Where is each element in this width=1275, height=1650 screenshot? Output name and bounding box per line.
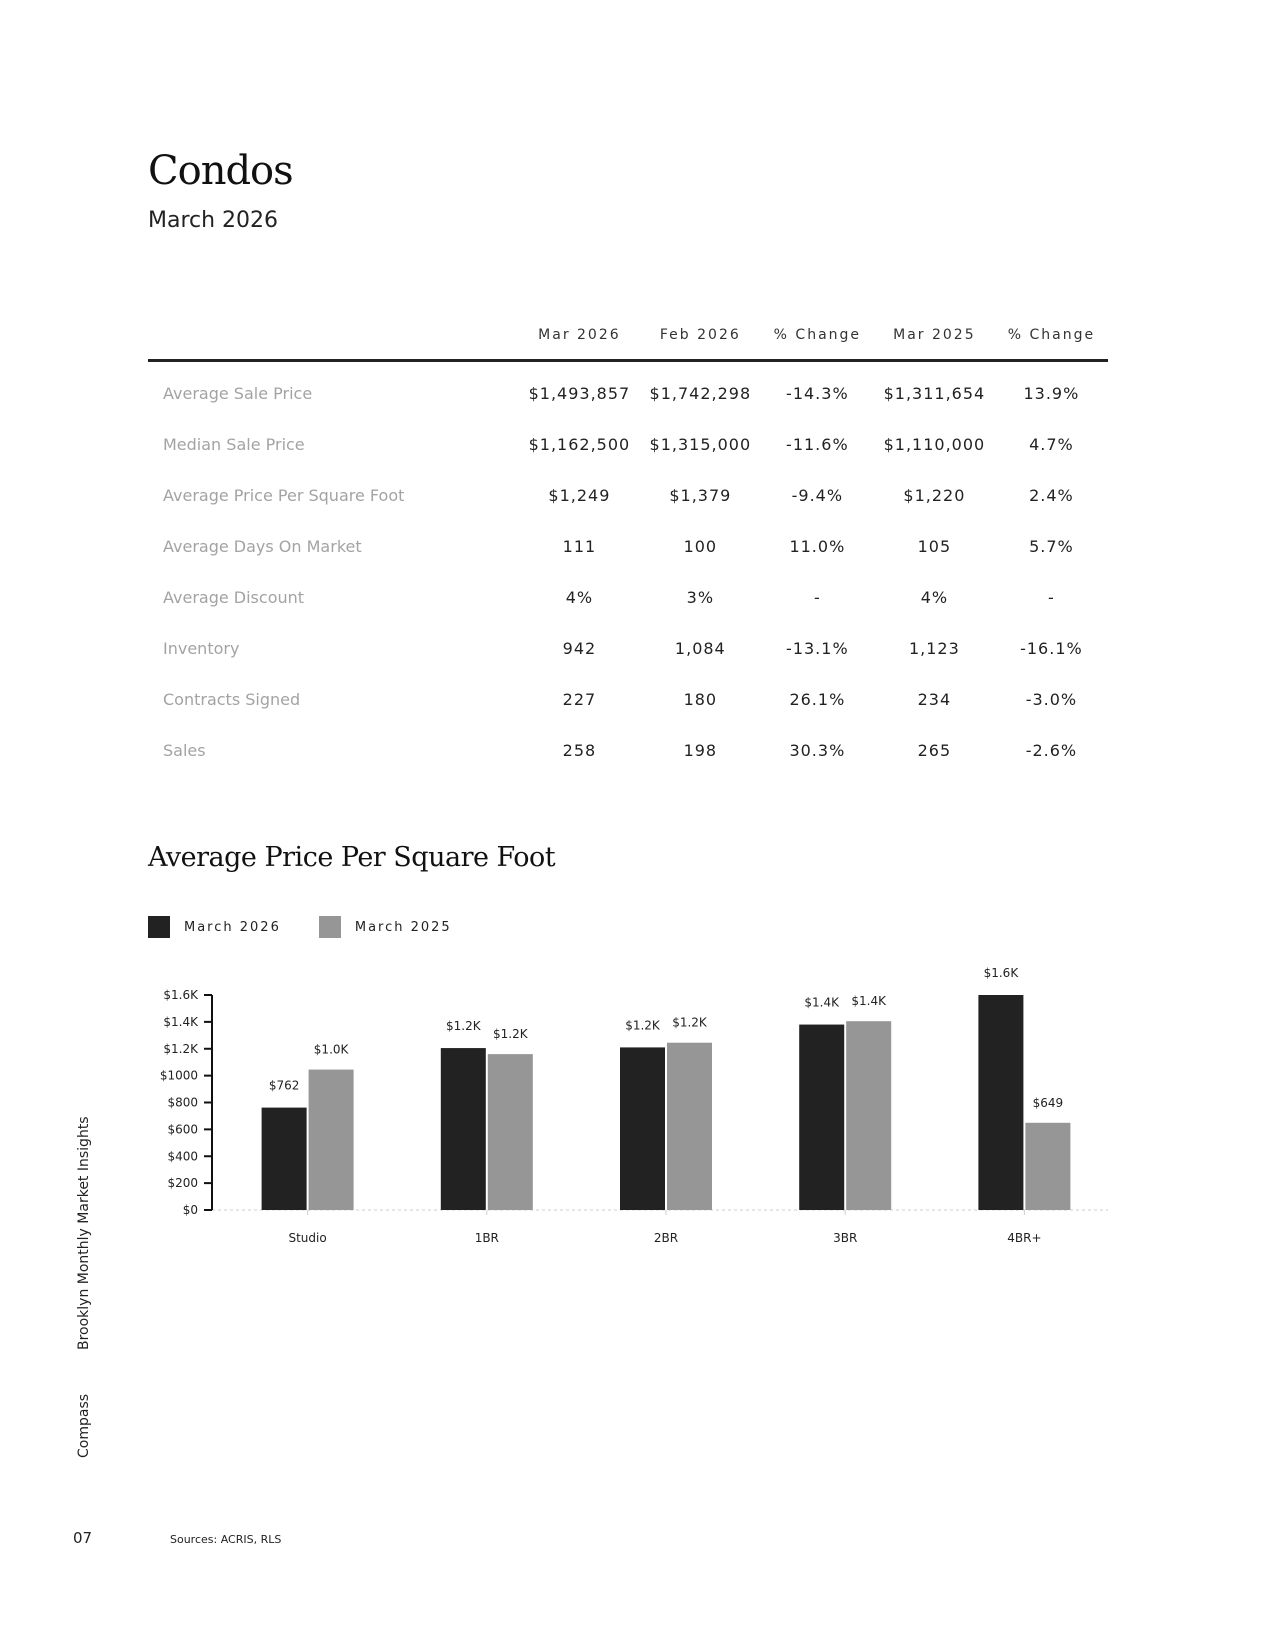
table-cell: $1,220 (903, 486, 966, 505)
x-tick-label: 3BR (833, 1231, 858, 1245)
table-cell: 26.1% (789, 690, 846, 709)
bar-value-label: $649 (1032, 1095, 1064, 1110)
table-cell: $1,311,654 (883, 384, 986, 403)
table-cell: 111 (562, 537, 597, 556)
table-cell: -14.3% (786, 384, 849, 403)
y-tick-label: $200 (167, 1176, 198, 1191)
sources-note: Sources: ACRIS, RLS (170, 1533, 282, 1546)
table-cell: -9.4% (791, 486, 844, 505)
table-cell: -13.1% (786, 639, 849, 658)
table-cell: -11.6% (786, 435, 849, 454)
table-cell: 227 (562, 690, 597, 709)
bar-march-2026-3br (799, 1025, 844, 1210)
x-tick-label: Studio (288, 1231, 327, 1245)
row-label: Contracts Signed (163, 690, 301, 709)
table-cell: 11.0% (789, 537, 846, 556)
y-tick-label: $600 (167, 1122, 198, 1137)
bar-march-2026-2br (620, 1047, 665, 1210)
bar-march-2025-2br (667, 1043, 712, 1210)
bar-march-2026-4brplus (978, 995, 1023, 1210)
page-subtitle: March 2026 (148, 208, 279, 233)
column-header: Mar 2025 (893, 327, 976, 343)
bar-march-2025-3br (846, 1021, 891, 1210)
y-tick-label: $400 (167, 1149, 198, 1164)
table-cell: 5.7% (1029, 537, 1074, 556)
table-cell: - (1048, 588, 1055, 607)
bar-value-label: $1.2K (672, 1015, 707, 1030)
table-cell: - (813, 588, 821, 607)
bar-march-2026-studio (262, 1108, 307, 1210)
table-cell: 1,084 (674, 639, 726, 658)
y-tick-label: $1.2K (163, 1041, 198, 1056)
table-cell: $1,379 (669, 486, 732, 505)
bar-value-label: $1.0K (313, 1042, 349, 1057)
table-cell: 4% (565, 588, 594, 607)
bar-value-label: $1.2K (625, 1018, 660, 1033)
row-label: Average Price Per Square Foot (163, 486, 405, 505)
bar-value-label: $1.2K (493, 1027, 528, 1042)
table-cell: 180 (683, 690, 718, 709)
y-tick-label: $1.6K (163, 988, 198, 1002)
row-label: Average Days On Market (163, 537, 362, 556)
bar-march-2025-4brplus (1025, 1123, 1070, 1210)
table-cell: -2.6% (1025, 741, 1078, 760)
table-cell: 1,123 (908, 639, 960, 658)
table-cell: $1,110,000 (883, 435, 986, 454)
row-label: Average Sale Price (163, 384, 313, 403)
table-cell: 13.9% (1023, 384, 1080, 403)
table-cell: 3% (686, 588, 715, 607)
row-label: Average Discount (163, 588, 305, 607)
table-cell: $1,249 (548, 486, 611, 505)
bar-value-label: $762 (268, 1078, 300, 1093)
x-tick-label: 2BR (653, 1231, 679, 1245)
table-cell: $1,162,500 (528, 435, 631, 454)
y-tick-label: $0 (182, 1203, 198, 1217)
table-cell: 30.3% (789, 741, 846, 760)
table-cell: $1,315,000 (649, 435, 752, 454)
y-tick-label: $800 (167, 1095, 198, 1110)
table-cell: 105 (917, 537, 952, 556)
table-cell: 942 (562, 639, 597, 658)
legend-label: March 2025 (354, 919, 452, 935)
legend-label: March 2026 (184, 919, 281, 935)
brand-name: Compass (76, 1393, 92, 1458)
x-tick-label: 4BR+ (1007, 1231, 1042, 1245)
bar-march-2025-studio (309, 1070, 354, 1210)
table-cell: 265 (917, 741, 952, 760)
publication-name: Brooklyn Monthly Market Insights (76, 1116, 92, 1350)
column-header: % Change (1007, 327, 1096, 343)
row-label: Inventory (163, 639, 240, 658)
table-cell: 234 (917, 690, 952, 709)
column-header: % Change (773, 327, 862, 343)
bar-value-label: $1.6K (983, 966, 1019, 980)
table-cell: 4.7% (1029, 435, 1074, 454)
table-cell: -3.0% (1025, 690, 1078, 709)
table-cell: 258 (562, 741, 597, 760)
y-tick-label: $1000 (159, 1068, 198, 1083)
table-cell: $1,493,857 (528, 384, 631, 403)
page-number: 07 (73, 1529, 93, 1547)
x-tick-label: 1BR (474, 1231, 499, 1245)
bar-value-label: $1.4K (851, 994, 886, 1009)
table-cell: 2.4% (1029, 486, 1074, 505)
bar-march-2026-1br (441, 1048, 486, 1210)
bar-value-label: $1.4K (804, 995, 839, 1010)
column-header: Mar 2026 (538, 327, 621, 343)
column-header: Feb 2026 (659, 327, 741, 343)
page-title: Condos (148, 148, 293, 194)
table-cell: $1,742,298 (649, 384, 752, 403)
y-tick-label: $1.4K (163, 1014, 198, 1029)
table-cell: -16.1% (1020, 639, 1083, 658)
table-cell: 4% (920, 588, 949, 607)
row-label: Median Sale Price (163, 435, 305, 454)
chart-title: Average Price Per Square Foot (148, 842, 556, 873)
bar-value-label: $1.2K (446, 1019, 481, 1034)
table-cell: 198 (683, 741, 718, 760)
row-label: Sales (163, 741, 206, 760)
table-cell: 100 (683, 537, 718, 556)
bar-march-2025-1br (488, 1054, 533, 1210)
